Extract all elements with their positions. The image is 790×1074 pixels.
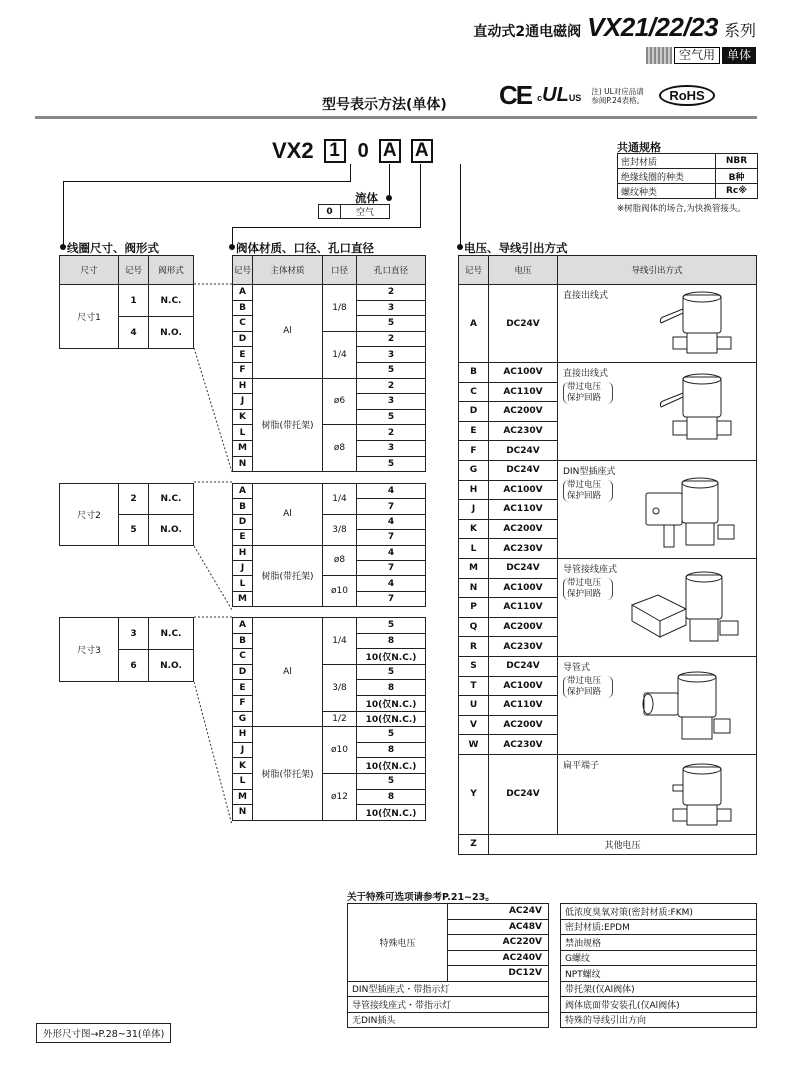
voltage-code: M: [459, 558, 489, 578]
body-code: J: [233, 742, 253, 758]
option-item: 禁油规格: [561, 935, 757, 951]
voltage-value: DC24V: [489, 285, 558, 363]
voltage-value: DC24V: [489, 441, 558, 461]
body-orifice: 5: [357, 773, 426, 789]
voltage-value: AC230V: [489, 637, 558, 657]
special-voltage-label: 特殊电压: [348, 904, 448, 982]
lead-type-cell: [558, 460, 757, 558]
voltage-code: W: [459, 735, 489, 755]
body-orifice: 3: [357, 440, 426, 456]
body-orifice: 4: [357, 576, 426, 591]
body-code: B: [233, 300, 253, 316]
model-prefix: VX2: [272, 138, 314, 163]
voltage-code: J: [459, 500, 489, 520]
rohs-mark-icon: RoHS: [659, 85, 714, 106]
voltage-value: AC230V: [489, 735, 558, 755]
voltage-value: AC110V: [489, 598, 558, 618]
coil-header: 阀形式: [149, 256, 194, 285]
voltage-value: AC100V: [489, 480, 558, 500]
body-orifice: 7: [357, 499, 426, 514]
body-orifice: 4: [357, 545, 426, 560]
spec-value: B种: [716, 169, 758, 184]
voltage-code: U: [459, 696, 489, 716]
voltage-value: DC24V: [489, 656, 558, 676]
ul-note: 注) UL对应品请参阅P.24表格。: [591, 86, 645, 105]
voltage-code: V: [459, 715, 489, 735]
option-item: NPT螺纹: [561, 966, 757, 982]
lead-type-name: 导管接线座式: [563, 564, 618, 575]
conn-line: [389, 164, 390, 198]
option-item: G螺纹: [561, 950, 757, 966]
body-port: 1/4: [323, 618, 357, 665]
body-code: N: [233, 805, 253, 821]
body-orifice: 5: [357, 409, 426, 425]
body-material: Al: [253, 484, 323, 546]
voltage-value: AC110V: [489, 382, 558, 402]
fluid-value: 空气: [341, 205, 390, 219]
body-port: ø6: [323, 378, 357, 425]
coil-code: 2: [119, 484, 149, 515]
body-code: L: [233, 576, 253, 591]
title-prefix: 直动式2通电磁阀: [473, 24, 582, 40]
section-rule: [35, 116, 757, 119]
voltage-code: E: [459, 421, 489, 441]
body-code: L: [233, 425, 253, 441]
section-title: 型号表示方法(单体): [322, 97, 447, 113]
option-item: 特殊的导线引出方向: [561, 1012, 757, 1028]
option-item: 带托架(仅Al阀体): [561, 981, 757, 997]
body-material: Al: [253, 285, 323, 379]
body-orifice: 7: [357, 560, 426, 575]
body-port: ø8: [323, 545, 357, 576]
body-orifice: 5: [357, 456, 426, 472]
body-table-1: [232, 255, 426, 472]
body-orifice: 8: [357, 742, 426, 758]
body-material: Al: [253, 618, 323, 727]
body-header: 主体材质: [253, 256, 323, 285]
body-code: M: [233, 789, 253, 805]
body-orifice: 10(仅N.C.): [357, 711, 426, 727]
body-header: 记号: [233, 256, 253, 285]
voltage-value: AC200V: [489, 715, 558, 735]
body-port: ø8: [323, 425, 357, 472]
body-code: D: [233, 331, 253, 347]
coil-table-2: [59, 483, 194, 546]
coil-table-3: [59, 617, 194, 682]
fluid-code: 0: [319, 205, 341, 219]
voltage-header: 导线引出方式: [558, 256, 757, 285]
body-label: 阀体材质、口径、孔口直径: [236, 241, 374, 255]
conn-line: [63, 181, 64, 247]
series-code: VX21/22/23: [587, 12, 718, 42]
body-code: G: [233, 711, 253, 727]
title-suffix: 系列: [723, 21, 756, 40]
coil-type: N.O.: [149, 317, 194, 349]
coil-header: 尺寸: [60, 256, 119, 285]
body-orifice: 5: [357, 664, 426, 680]
body-orifice: 7: [357, 591, 426, 606]
flat-terminal-valve-icon: [653, 759, 753, 833]
option-item: DIN型插座式・带指示灯: [348, 981, 549, 997]
spec-key: 绝缘线圈的种类: [618, 169, 716, 184]
body-code: C: [233, 316, 253, 332]
voltage-code: Q: [459, 617, 489, 637]
body-code: L: [233, 773, 253, 789]
common-spec-title: 共通规格: [617, 141, 661, 154]
lead-type-cell: [558, 285, 757, 363]
voltage-code: H: [459, 480, 489, 500]
body-orifice: 10(仅N.C.): [357, 758, 426, 774]
body-orifice: 3: [357, 300, 426, 316]
body-port: 1/8: [323, 285, 357, 332]
model-pos-fluid: 0: [357, 139, 369, 162]
voltage-value: DC24V: [489, 460, 558, 480]
conn-line: [460, 164, 461, 247]
conduit-terminal-valve-icon: [628, 565, 753, 651]
conn-dot: [386, 195, 392, 201]
body-code: M: [233, 591, 253, 606]
voltage-code: B: [459, 363, 489, 383]
coil-type: N.C.: [149, 484, 194, 515]
body-orifice: 5: [357, 362, 426, 378]
common-spec-table: [617, 153, 758, 199]
coil-size: 尺寸1: [60, 285, 119, 349]
special-voltage: DC12V: [448, 966, 549, 982]
spec-key: 螺纹种类: [618, 184, 716, 199]
body-code: H: [233, 378, 253, 394]
special-voltage: AC220V: [448, 935, 549, 951]
lead-type-name: 直接出线式: [563, 291, 609, 301]
voltage-value: AC200V: [489, 402, 558, 422]
model-code: [272, 138, 433, 164]
conn-dot: [229, 244, 235, 250]
body-orifice: 10(仅N.C.): [357, 805, 426, 821]
body-code: C: [233, 649, 253, 665]
special-voltage: AC48V: [448, 919, 549, 935]
coil-table-1: [59, 255, 194, 349]
options-left-table: [347, 903, 549, 1028]
body-code: J: [233, 394, 253, 410]
body-orifice: 5: [357, 727, 426, 743]
voltage-header: 电压: [489, 256, 558, 285]
conn-line: [350, 164, 351, 182]
body-orifice: 2: [357, 378, 426, 394]
cert-marks: [499, 80, 715, 111]
special-voltage: AC240V: [448, 950, 549, 966]
voltage-value: AC100V: [489, 578, 558, 598]
body-code: E: [233, 680, 253, 696]
body-material: 树脂(带托架): [253, 727, 323, 821]
body-orifice: 7: [357, 530, 426, 545]
fluid-label: 流体: [355, 191, 378, 205]
voltage-value: AC230V: [489, 539, 558, 559]
body-orifice: 5: [357, 316, 426, 332]
body-port: 3/8: [323, 514, 357, 545]
body-header: 口径: [323, 256, 357, 285]
coil-code: 3: [119, 618, 149, 650]
option-item: 导管接线座式・带指示灯: [348, 997, 549, 1013]
body-code: D: [233, 514, 253, 529]
coil-header: 记号: [119, 256, 149, 285]
body-table-3: [232, 617, 426, 821]
conduit-valve-icon: [638, 663, 753, 749]
body-orifice: 10(仅N.C.): [357, 649, 426, 665]
conn-line: [232, 227, 421, 228]
lead-type-cell: [558, 754, 757, 834]
coil-size: 尺寸2: [60, 484, 119, 546]
body-port: 3/8: [323, 664, 357, 711]
body-code: A: [233, 285, 253, 301]
coil-type: N.C.: [149, 285, 194, 317]
body-orifice: 3: [357, 347, 426, 363]
coil-code: 1: [119, 285, 149, 317]
ul-mark-text: UL: [542, 84, 569, 106]
coil-code: 5: [119, 515, 149, 546]
body-code: B: [233, 633, 253, 649]
body-orifice: 3: [357, 394, 426, 410]
coil-type: N.O.: [149, 515, 194, 546]
body-orifice: 8: [357, 633, 426, 649]
voltage-table: [458, 255, 757, 855]
coil-type: N.O.: [149, 650, 194, 682]
coil-label: 线圈尺寸、阀形式: [67, 241, 159, 255]
lead-type-cell: [558, 558, 757, 656]
spec-value: Rc※: [716, 184, 758, 199]
voltage-value: AC230V: [489, 421, 558, 441]
voltage-code: T: [459, 676, 489, 696]
stripe-icon: [646, 47, 672, 64]
voltage-code: P: [459, 598, 489, 618]
voltage-code: L: [459, 539, 489, 559]
conn-dot: [457, 244, 463, 250]
voltage-code: C: [459, 382, 489, 402]
ul-mark-suffix: US: [568, 93, 582, 103]
protection-note: 带过电压保护回路: [563, 382, 613, 404]
body-port: 1/2: [323, 711, 357, 727]
option-item: 无DIN插头: [348, 1012, 549, 1028]
lead-type-cell: [558, 656, 757, 754]
voltage-code: A: [459, 285, 489, 363]
body-code: H: [233, 545, 253, 560]
body-orifice: 2: [357, 285, 426, 301]
body-port: ø10: [323, 727, 357, 774]
lead-type-name: 扁平端子: [563, 760, 600, 771]
body-code: J: [233, 560, 253, 575]
voltage-value: AC110V: [489, 696, 558, 716]
model-pos-voltage: A: [411, 139, 433, 163]
voltage-header: 记号: [459, 256, 489, 285]
series-title: [473, 12, 756, 43]
body-table-2: [232, 483, 426, 607]
lead-type-name: DIN型插座式: [563, 466, 616, 477]
dashed-connectors: [194, 282, 232, 827]
voltage-value: DC24V: [489, 558, 558, 578]
voltage-code: Y: [459, 754, 489, 834]
voltage-code: K: [459, 519, 489, 539]
voltage-value: AC110V: [489, 500, 558, 520]
ul-mark-icon: cULUS: [537, 84, 582, 106]
body-code: H: [233, 727, 253, 743]
body-code: A: [233, 618, 253, 634]
spec-key: 密封材质: [618, 154, 716, 169]
body-code: N: [233, 456, 253, 472]
coil-code: 6: [119, 650, 149, 682]
coil-size: 尺寸3: [60, 618, 119, 682]
conn-line: [63, 181, 351, 182]
body-orifice: 2: [357, 331, 426, 347]
body-orifice: 5: [357, 618, 426, 634]
lead-type-name: 直接出线式: [563, 369, 609, 379]
protection-note: 带过电压保护回路: [563, 578, 613, 600]
option-item: 密封材质:EPDM: [561, 919, 757, 935]
body-code: E: [233, 530, 253, 545]
body-port: 1/4: [323, 331, 357, 378]
options-title: 关于特殊可选项请参考P.21~23。: [347, 892, 495, 903]
options-right-table: [560, 903, 757, 1028]
model-pos-coil: 1: [324, 139, 346, 163]
voltage-value: 其他电压: [489, 834, 757, 854]
grommet-surge-valve-icon: [653, 369, 753, 453]
coil-type: N.C.: [149, 618, 194, 650]
voltage-label: 电压、导线引出方式: [464, 241, 568, 255]
voltage-value: DC24V: [489, 754, 558, 834]
body-code: B: [233, 499, 253, 514]
lead-type-name: 导管式: [563, 662, 591, 673]
model-pos-body: A: [379, 139, 401, 163]
fluid-table: [318, 204, 390, 219]
body-orifice: 4: [357, 484, 426, 499]
body-orifice: 10(仅N.C.): [357, 695, 426, 711]
body-orifice: 8: [357, 789, 426, 805]
protection-note: 带过电压保护回路: [563, 676, 613, 698]
option-item: 低浓度臭氧对策(密封材质:FKM): [561, 904, 757, 920]
body-port: ø12: [323, 773, 357, 820]
badge-application: 空气用: [674, 47, 720, 64]
coil-code: 4: [119, 317, 149, 349]
body-code: K: [233, 758, 253, 774]
application-badge: [646, 47, 756, 64]
voltage-value: AC100V: [489, 676, 558, 696]
body-code: F: [233, 362, 253, 378]
body-port: 1/4: [323, 484, 357, 515]
voltage-value: AC200V: [489, 519, 558, 539]
body-port: ø10: [323, 576, 357, 607]
body-orifice: 4: [357, 514, 426, 529]
body-material: 树脂(带托架): [253, 545, 323, 607]
voltage-code: D: [459, 402, 489, 422]
badge-type: 单体: [722, 47, 756, 64]
spec-value: NBR: [716, 154, 758, 169]
voltage-code: N: [459, 578, 489, 598]
conn-dot: [60, 244, 66, 250]
special-voltage: AC24V: [448, 904, 549, 920]
body-code: M: [233, 440, 253, 456]
lead-type-cell: [558, 363, 757, 461]
voltage-value: AC200V: [489, 617, 558, 637]
body-code: E: [233, 347, 253, 363]
voltage-code: R: [459, 637, 489, 657]
body-orifice: 2: [357, 425, 426, 441]
body-material: 树脂(带托架): [253, 378, 323, 472]
dimension-reference[interactable]: 外形尺寸图→P.28~31(单体): [36, 1023, 171, 1043]
ce-mark-icon: CE: [499, 80, 532, 110]
voltage-value: AC100V: [489, 363, 558, 383]
body-header: 孔口直径: [357, 256, 426, 285]
din-connector-valve-icon: [638, 467, 753, 555]
body-code: K: [233, 409, 253, 425]
voltage-code: S: [459, 656, 489, 676]
body-code: A: [233, 484, 253, 499]
protection-note: 带过电压保护回路: [563, 480, 613, 502]
body-orifice: 8: [357, 680, 426, 696]
conn-line: [420, 164, 421, 228]
body-code: D: [233, 664, 253, 680]
body-code: F: [233, 695, 253, 711]
grommet-valve-icon: [653, 289, 753, 361]
option-item: 阀体底面带安装孔(仅Al阀体): [561, 997, 757, 1013]
common-spec-note: ※树脂阀体的场合,为快换管接头。: [617, 204, 746, 214]
voltage-code: Z: [459, 834, 489, 854]
voltage-code: F: [459, 441, 489, 461]
voltage-code: G: [459, 460, 489, 480]
